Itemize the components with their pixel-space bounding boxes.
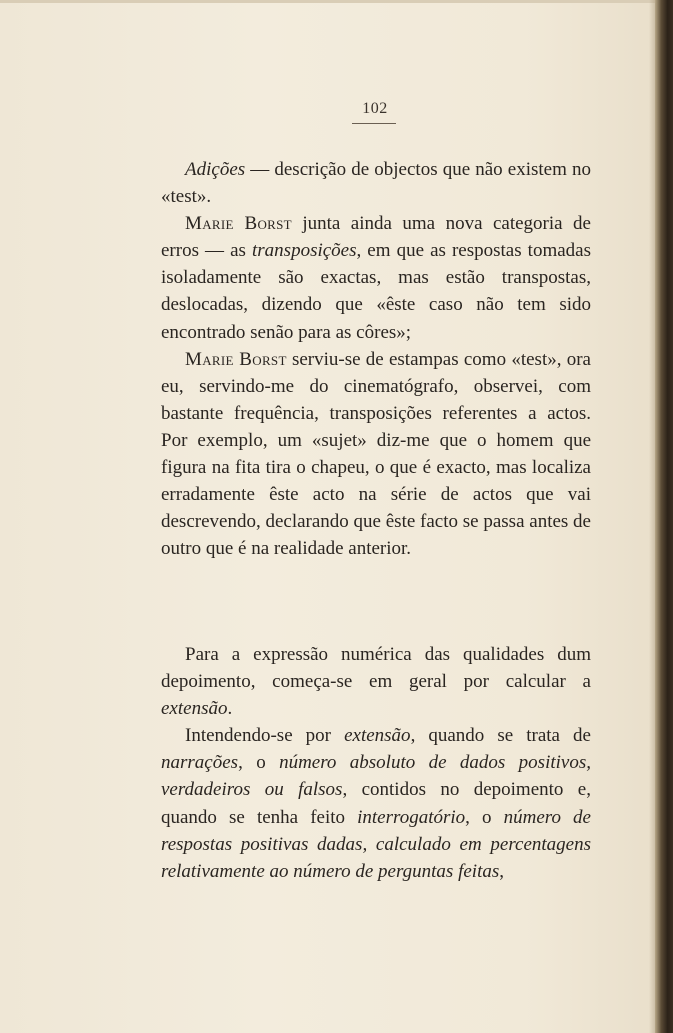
page-number-rule <box>352 123 396 124</box>
term-adicoes: Adições <box>185 159 246 180</box>
term-extensao-2: extensão <box>344 725 411 747</box>
numeric-text-b: . <box>227 698 233 720</box>
term-narracoes: narrações <box>161 752 239 774</box>
extension-text-e: , o <box>465 806 504 828</box>
paragraph-extension-definition <box>161 722 591 885</box>
paragraph-transpositions <box>161 210 591 345</box>
term-transposicoes: transposições <box>252 240 357 262</box>
extension-text-b: , quando se trata de <box>410 725 591 747</box>
transpositions-text-b: , em que as respostas tomadas isoladamente são exactas, mas estão transpostas, deslocadas, dizendo que «êste caso não tem sido encontrado senão para as côres»; <box>161 240 591 343</box>
paragraph-additions <box>161 156 591 210</box>
term-numero-absoluto: número absoluto de dados positivos, verdadeiros ou falsos <box>161 752 591 801</box>
page-top-edge <box>0 0 655 3</box>
paragraph-cinematograph <box>161 346 591 563</box>
page-number: 102 <box>362 100 388 117</box>
numeric-text-a: Para a expressão numérica das qualidades dum depoimento, começa-se em geral por calcular a <box>161 644 591 693</box>
text-section-2 <box>161 641 591 885</box>
book-edge <box>655 0 673 1033</box>
term-numero-respostas: número de respostas positivas dadas, calculado em percentagens relativamente ao número de perguntas feitas <box>161 806 591 882</box>
term-interrogatorio: interrogatório <box>357 806 466 828</box>
cinematograph-text: serviu-se de estampas como «test», ora eu, servindo-me do cinematógrafo, observei, com bastante frequência, transposições referentes a actos. Por exemplo, um «sujet» diz-me que o homem que figura na fita tira o chapeu, o que é exacto, mas localiza erradamente êste acto na série de actos que vai descrevendo, declarando que êste facto se passa antes de outro que é na realidade anterior. <box>161 348 591 560</box>
extension-text-d: , contidos no depoimento e, quando se tenha feito <box>161 779 591 828</box>
extension-text-f: , <box>499 860 504 882</box>
extension-text-c: , o <box>238 752 280 774</box>
author-name: Marie Borst <box>185 348 287 370</box>
author-name: Marie Borst <box>185 213 292 235</box>
extension-text-a: Intendendo-se por <box>185 725 345 747</box>
transpositions-text-a: junta ainda uma nova categoria de erros — as <box>161 213 591 262</box>
text-section-1 <box>161 156 591 562</box>
term-extensao: extensão <box>161 698 228 720</box>
additions-definition: — descrição de objectos que não existem no «test». <box>161 159 591 208</box>
paragraph-numeric-expression <box>161 641 591 722</box>
